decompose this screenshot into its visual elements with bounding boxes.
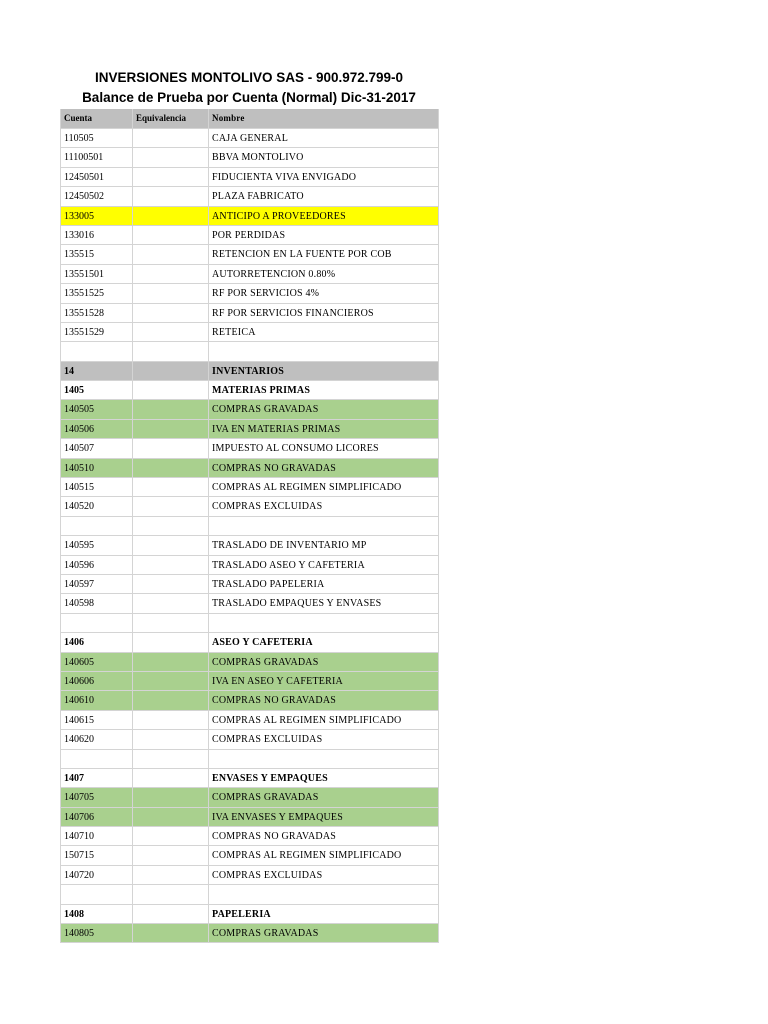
cell-cuenta [61,342,133,360]
cell-equivalencia [133,148,209,166]
table-row [61,788,439,807]
cell-cuenta: 150715 [61,846,133,864]
cell-nombre: RETEICA [209,323,439,341]
cell-cuenta: 140705 [61,788,133,806]
cell-nombre [209,885,439,903]
cell-equivalencia [133,342,209,360]
cell-equivalencia [133,885,209,903]
cell-nombre: COMPRAS GRAVADAS [209,400,439,418]
cell-equivalencia [133,653,209,671]
cell-nombre [209,750,439,768]
cell-nombre: MATERIAS PRIMAS [209,381,439,399]
cell-cuenta: 140610 [61,691,133,709]
cell-cuenta: 140606 [61,672,133,690]
cell-nombre: PLAZA FABRICATO [209,187,439,205]
table-header-row [61,109,439,129]
cell-cuenta: 13551529 [61,323,133,341]
cell-equivalencia [133,788,209,806]
table-row [61,187,439,206]
cell-equivalencia [133,400,209,418]
cell-cuenta: 140505 [61,400,133,418]
cell-cuenta: 140520 [61,497,133,515]
table-row [61,691,439,710]
document-subtitle: Balance de Prueba por Cuenta (Normal) Dic-31-2017 [82,90,416,105]
cell-nombre: COMPRAS EXCLUIDAS [209,866,439,884]
table-row [61,459,439,478]
table-row [61,342,439,361]
cell-cuenta: 140515 [61,478,133,496]
cell-cuenta: 140615 [61,711,133,729]
cell-cuenta: 1408 [61,905,133,923]
table-row [61,594,439,613]
cell-nombre [209,517,439,535]
table-row [61,866,439,885]
cell-nombre: CAJA GENERAL [209,129,439,147]
cell-equivalencia [133,691,209,709]
table-row [61,284,439,303]
table-row [61,226,439,245]
cell-equivalencia [133,827,209,845]
table-row [61,245,439,264]
cell-nombre: COMPRAS GRAVADAS [209,924,439,942]
cell-nombre [209,342,439,360]
cell-cuenta: 13551525 [61,284,133,302]
cell-cuenta: 12450502 [61,187,133,205]
header-equivalencia: Equivalencia [133,109,209,128]
table-row [61,556,439,575]
table-row [61,846,439,865]
table-row [61,420,439,439]
cell-cuenta: 110505 [61,129,133,147]
table-row [61,497,439,516]
cell-equivalencia [133,439,209,457]
cell-nombre: COMPRAS AL REGIMEN SIMPLIFICADO [209,846,439,864]
cell-cuenta: 13551528 [61,304,133,322]
cell-equivalencia [133,497,209,515]
cell-cuenta: 140805 [61,924,133,942]
cell-cuenta: 140510 [61,459,133,477]
cell-cuenta: 140710 [61,827,133,845]
table-row [61,827,439,846]
cell-nombre: IVA EN MATERIAS PRIMAS [209,420,439,438]
cell-nombre: RETENCION EN LA FUENTE POR COB [209,245,439,263]
cell-nombre: TRASLADO DE INVENTARIO MP [209,536,439,554]
cell-equivalencia [133,866,209,884]
cell-equivalencia [133,226,209,244]
cell-nombre: TRASLADO EMPAQUES Y ENVASES [209,594,439,612]
cell-equivalencia [133,924,209,942]
cell-nombre: IVA ENVASES Y EMPAQUES [209,808,439,826]
cell-equivalencia [133,536,209,554]
cell-nombre: COMPRAS NO GRAVADAS [209,459,439,477]
table-row [61,439,439,458]
cell-cuenta: 140620 [61,730,133,748]
cell-equivalencia [133,284,209,302]
table-row [61,207,439,226]
cell-equivalencia [133,362,209,380]
cell-nombre [209,614,439,632]
table-row [61,304,439,323]
header-cuenta: Cuenta [61,109,133,128]
cell-nombre: COMPRAS AL REGIMEN SIMPLIFICADO [209,711,439,729]
cell-nombre: INVENTARIOS [209,362,439,380]
cell-equivalencia [133,478,209,496]
table-row [61,265,439,284]
document-title: INVERSIONES MONTOLIVO SAS - 900.972.799-0 [94,70,404,85]
cell-cuenta [61,614,133,632]
cell-nombre: ANTICIPO A PROVEEDORES [209,207,439,225]
cell-cuenta: 133016 [61,226,133,244]
cell-nombre: RF POR SERVICIOS FINANCIEROS [209,304,439,322]
cell-nombre: TRASLADO PAPELERIA [209,575,439,593]
cell-nombre: COMPRAS NO GRAVADAS [209,691,439,709]
cell-equivalencia [133,207,209,225]
cell-cuenta: 135515 [61,245,133,263]
cell-nombre: BBVA MONTOLIVO [209,148,439,166]
table-row [61,769,439,788]
cell-equivalencia [133,750,209,768]
table-row [61,730,439,749]
cell-nombre: ENVASES Y EMPAQUES [209,769,439,787]
table-row [61,400,439,419]
cell-equivalencia [133,420,209,438]
cell-nombre: POR PERDIDAS [209,226,439,244]
cell-cuenta: 1405 [61,381,133,399]
cell-cuenta [61,517,133,535]
cell-nombre: COMPRAS AL REGIMEN SIMPLIFICADO [209,478,439,496]
table-row [61,362,439,381]
cell-equivalencia [133,575,209,593]
cell-equivalencia [133,304,209,322]
cell-cuenta [61,885,133,903]
cell-equivalencia [133,633,209,651]
cell-nombre: COMPRAS EXCLUIDAS [209,730,439,748]
table-row [61,536,439,555]
cell-equivalencia [133,168,209,186]
table-row [61,808,439,827]
cell-cuenta: 12450501 [61,168,133,186]
cell-cuenta: 11100501 [61,148,133,166]
table-row [61,148,439,167]
table-row [61,168,439,187]
cell-nombre: TRASLADO ASEO Y CAFETERIA [209,556,439,574]
cell-equivalencia [133,187,209,205]
cell-nombre: COMPRAS GRAVADAS [209,653,439,671]
table-row [61,478,439,497]
cell-equivalencia [133,672,209,690]
cell-equivalencia [133,129,209,147]
table-row [61,614,439,633]
cell-equivalencia [133,730,209,748]
balance-table [60,109,439,943]
header-nombre: Nombre [209,109,439,128]
cell-cuenta: 140506 [61,420,133,438]
table-row [61,905,439,924]
table-row [61,885,439,904]
cell-nombre: PAPELERIA [209,905,439,923]
cell-cuenta: 13551501 [61,265,133,283]
cell-equivalencia [133,459,209,477]
cell-cuenta: 140605 [61,653,133,671]
cell-equivalencia [133,265,209,283]
cell-nombre: COMPRAS GRAVADAS [209,788,439,806]
table-row [61,750,439,769]
cell-cuenta: 140706 [61,808,133,826]
cell-cuenta: 140595 [61,536,133,554]
cell-nombre: IVA EN ASEO Y CAFETERIA [209,672,439,690]
cell-equivalencia [133,594,209,612]
cell-equivalencia [133,614,209,632]
cell-cuenta: 1406 [61,633,133,651]
table-row [61,711,439,730]
cell-nombre: FIDUCIENTA VIVA ENVIGADO [209,168,439,186]
cell-nombre: AUTORRETENCION 0.80% [209,265,439,283]
table-row [61,924,439,943]
cell-equivalencia [133,808,209,826]
table-row [61,672,439,691]
cell-cuenta: 140596 [61,556,133,574]
cell-equivalencia [133,905,209,923]
cell-equivalencia [133,711,209,729]
cell-nombre: IMPUESTO AL CONSUMO LICORES [209,439,439,457]
cell-equivalencia [133,517,209,535]
table-row [61,323,439,342]
cell-nombre: RF POR SERVICIOS 4% [209,284,439,302]
cell-cuenta: 140507 [61,439,133,457]
cell-equivalencia [133,846,209,864]
cell-equivalencia [133,381,209,399]
cell-nombre: ASEO Y CAFETERIA [209,633,439,651]
table-row [61,633,439,652]
cell-cuenta: 14 [61,362,133,380]
cell-cuenta: 133005 [61,207,133,225]
cell-cuenta [61,750,133,768]
table-row [61,517,439,536]
cell-nombre: COMPRAS EXCLUIDAS [209,497,439,515]
cell-cuenta: 140598 [61,594,133,612]
cell-cuenta: 1407 [61,769,133,787]
document-title-block [60,68,438,108]
table-row [61,129,439,148]
cell-equivalencia [133,245,209,263]
cell-equivalencia [133,323,209,341]
cell-equivalencia [133,556,209,574]
table-row [61,653,439,672]
cell-nombre: COMPRAS NO GRAVADAS [209,827,439,845]
table-row [61,381,439,400]
cell-cuenta: 140720 [61,866,133,884]
cell-equivalencia [133,769,209,787]
table-row [61,575,439,594]
cell-cuenta: 140597 [61,575,133,593]
